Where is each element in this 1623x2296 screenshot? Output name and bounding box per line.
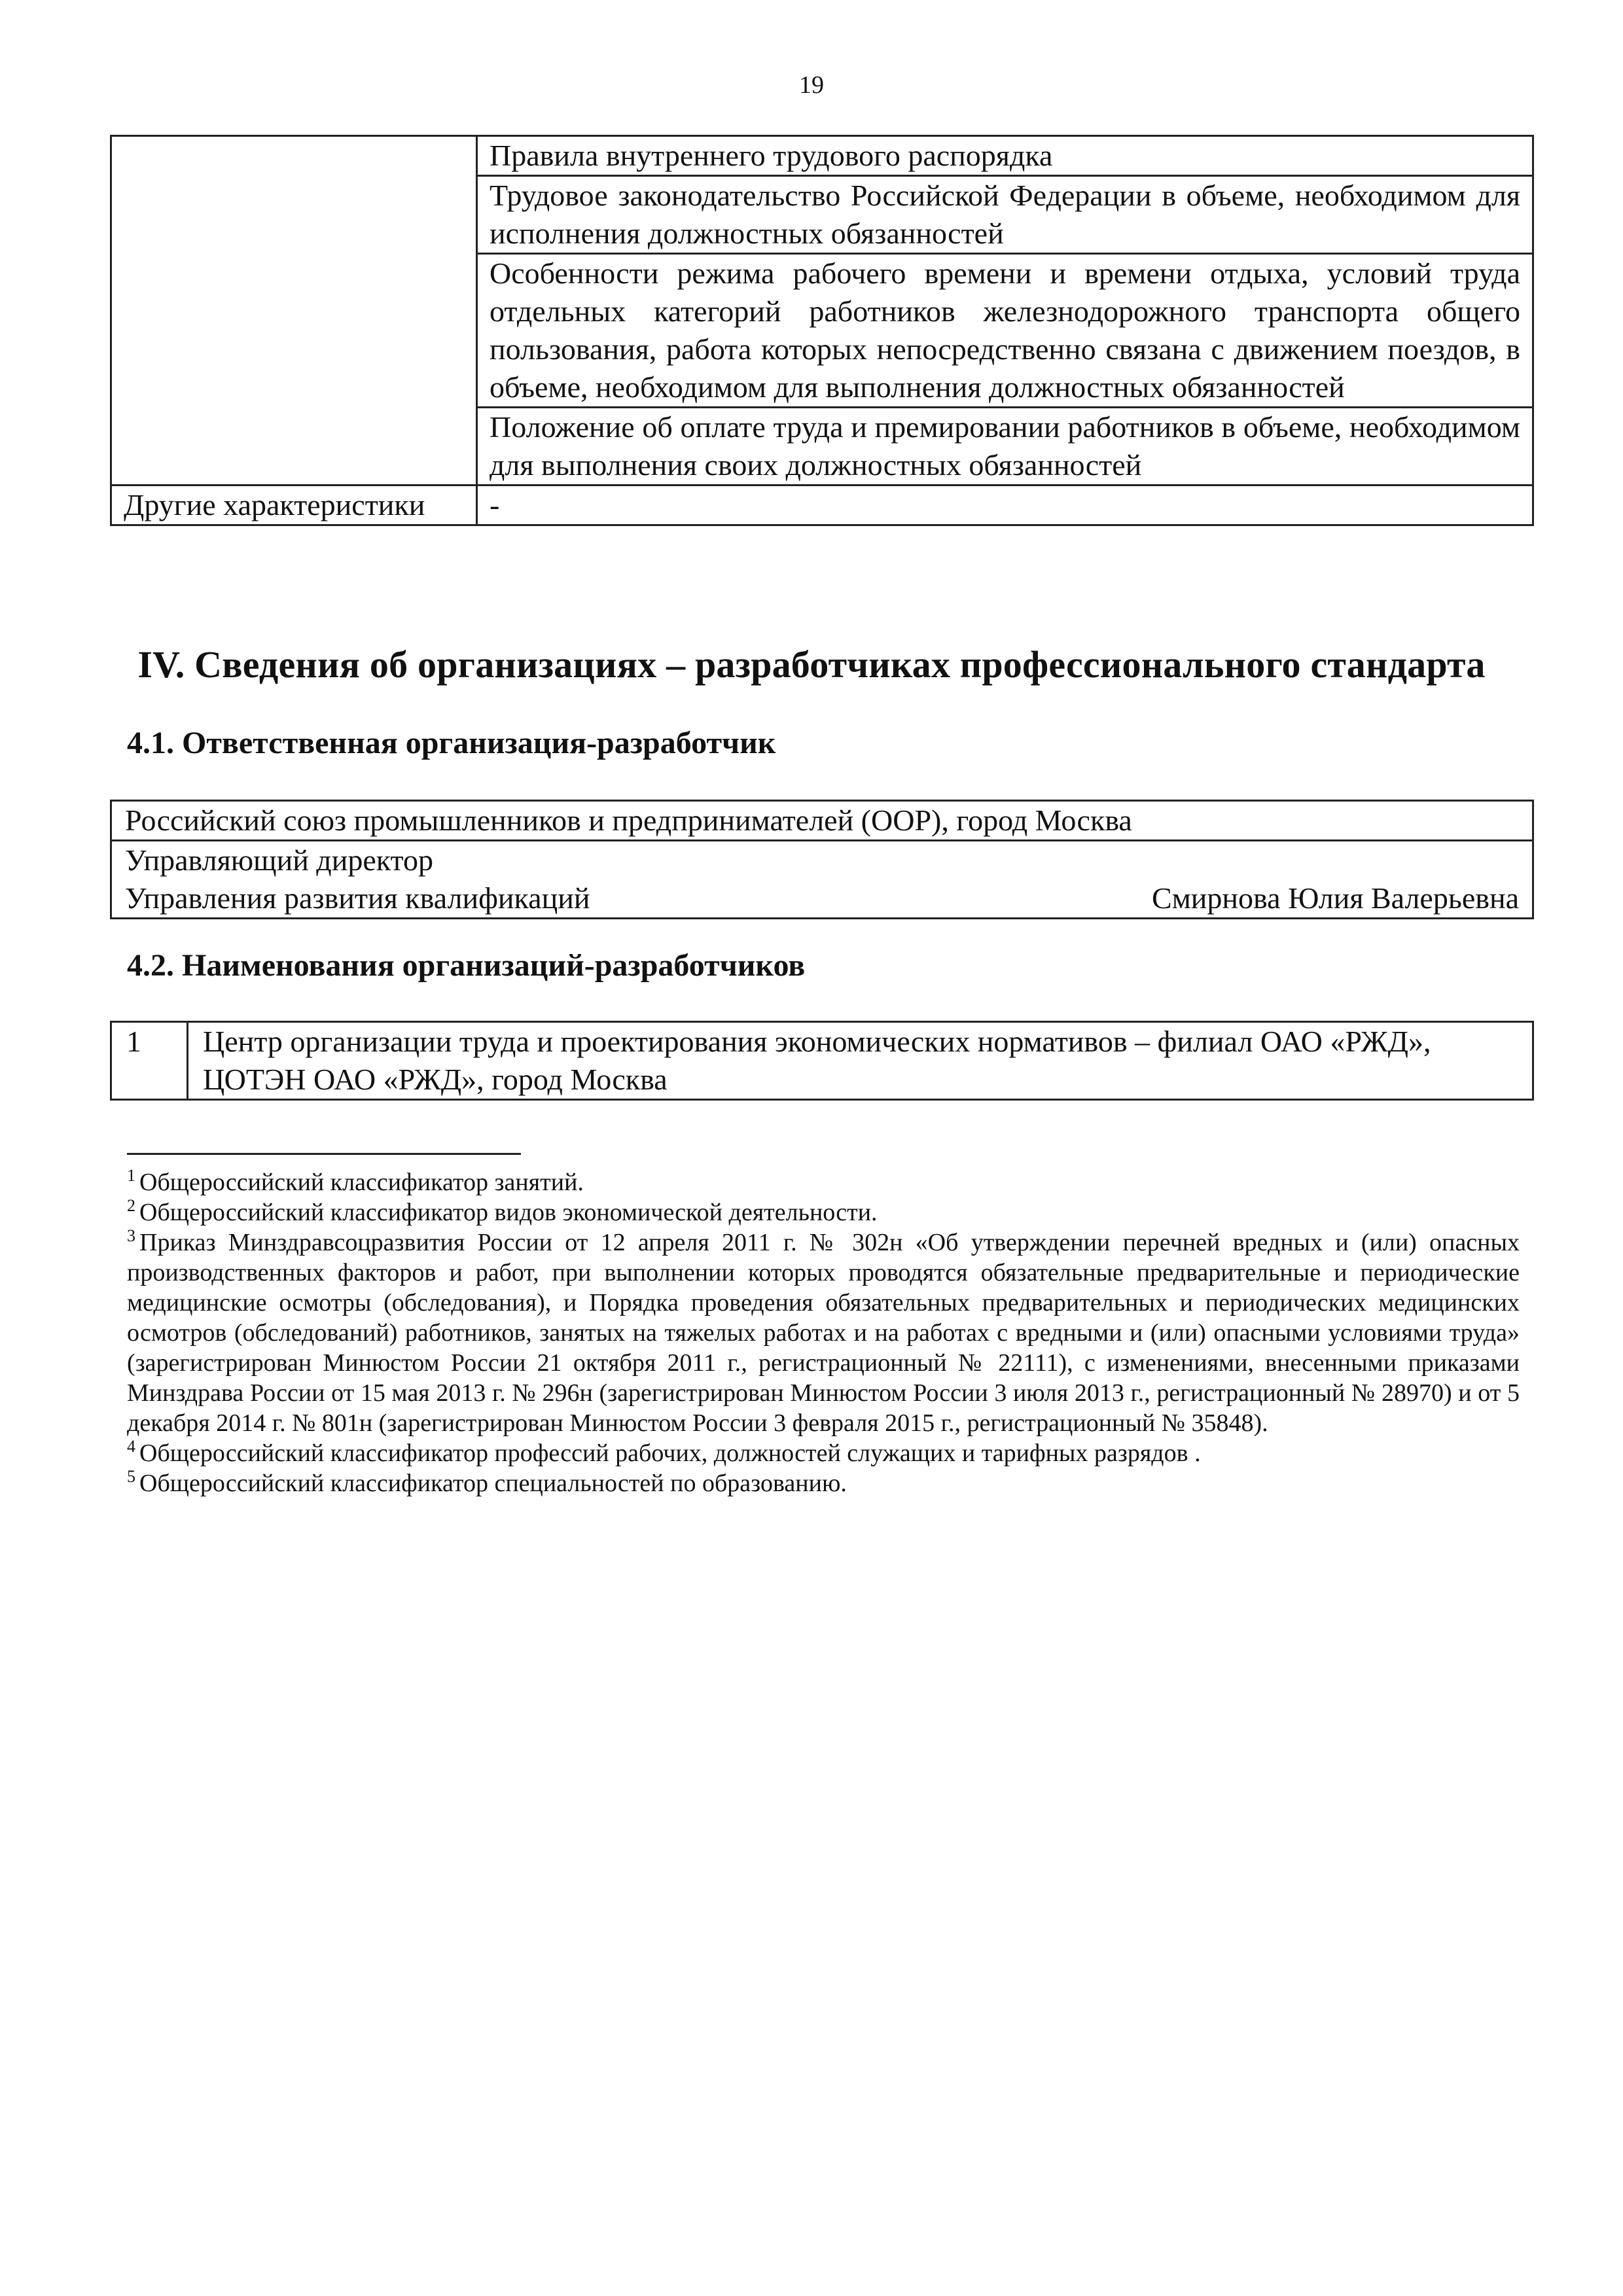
subsection-42-title: 4.2. Наименования организаций-разработчиков — [127, 948, 806, 983]
subsection-41-title: 4.1. Ответственная организация-разработчик — [127, 726, 776, 760]
table-row — [111, 176, 1533, 254]
footnote — [127, 1167, 1520, 1197]
footnote-text: Общероссийский классификатор занятий. — [139, 1169, 584, 1196]
org-name: Российский союз промышленников и предпринимателей (ООР), город Москва — [111, 801, 1533, 841]
knowledge-table — [110, 135, 1534, 526]
footnote-mark: 3 — [127, 1226, 135, 1246]
footnotes — [127, 1167, 1520, 1498]
knowledge-item: Трудовое законодательство Российской Федерации в объеме, необходимом для исполнения должностных обязанностей — [477, 176, 1533, 254]
developer-orgs-table — [110, 1021, 1534, 1101]
footnote-text: Общероссийский классификатор видов экономической деятельности. — [139, 1199, 878, 1226]
footnote-mark: 5 — [127, 1467, 135, 1487]
org-number: 1 — [111, 1022, 188, 1100]
knowledge-item: Правила внутреннего трудового распорядка — [477, 136, 1533, 176]
footnote-text: Приказ Минздравсоцразвития России от 12 апреля 2011 г. № 302н «Об утверждении перечней вредных и (или) опасных производственных факторов и работ, при выполнении которых проводятся обязательные предварительные и периодические медицинские осмотры (обследования), и Порядка проведения обязательных предварительных и периодических медицинских осмотров (обследований) работников, занятых на тяжелых работах и на работах с вредными и (или) опасными условиями труда» (зарегистрирован Минюстом России 21 октября 2011 г., регистрационный № 22111), с изменениями, внесенными приказами Минздрава России от 15 мая 2013 г. № 296н (зарегистрирован Минюстом России 3 июля 2013 г., регистрационный № 28970) и от 5 декабря 2014 г. № 801н (зарегистрирован Минюстом России 3 февраля 2015 г., регистрационный № 35848). — [127, 1229, 1520, 1437]
footnote — [127, 1227, 1520, 1438]
org-signatory-cell — [111, 841, 1533, 919]
footnote — [127, 1197, 1520, 1227]
table-row — [111, 136, 1533, 176]
responsible-org-table — [110, 800, 1534, 919]
empty-label-cell — [111, 408, 477, 486]
person-name: Смирнова Юлия Валерьевна — [1152, 881, 1519, 915]
empty-label-cell — [111, 136, 477, 176]
other-characteristics-value: - — [477, 486, 1533, 525]
footnote-divider — [127, 1153, 521, 1155]
footnote-mark: 2 — [127, 1196, 135, 1216]
table-row — [111, 486, 1533, 525]
table-row — [111, 408, 1533, 486]
other-characteristics-label: Другие характеристики — [111, 486, 477, 525]
table-row — [111, 254, 1533, 408]
empty-label-cell — [111, 176, 477, 254]
position-row — [125, 879, 1519, 917]
table-row — [111, 801, 1533, 841]
table-row — [111, 841, 1533, 919]
empty-label-cell — [111, 254, 477, 408]
footnote-mark: 1 — [127, 1166, 135, 1186]
position-line2: Управления развития квалификаций — [125, 881, 590, 915]
page-number: 19 — [799, 71, 824, 99]
knowledge-item: Положение об оплате труда и премировании работников в объеме, необходимом для выполнения своих должностных обязанностей — [477, 408, 1533, 486]
footnote-mark: 4 — [127, 1437, 135, 1457]
org-name: Центр организации труда и проектирования экономических нормативов – филиал ОАО «РЖД», ЦОТЭН ОАО «РЖД», город Москва — [188, 1022, 1533, 1100]
footnote — [127, 1468, 1520, 1498]
table-row — [111, 1022, 1533, 1100]
position-line1: Управляющий директор — [125, 843, 433, 877]
footnote-text: Общероссийский классификатор профессий рабочих, должностей служащих и тарифных разрядов . — [139, 1439, 1201, 1467]
footnote — [127, 1438, 1520, 1468]
section-title: IV. Сведения об организациях – разработчиках профессионального стандарта — [137, 643, 1486, 686]
knowledge-item: Особенности режима рабочего времени и времени отдыха, условий труда отдельных категорий работников железнодорожного транспорта общего пользования, работа которых непосредственно связана с движением поездов, в объеме, необходимом для выполнения должностных обязанностей — [477, 254, 1533, 408]
footnote-text: Общероссийский классификатор специальностей по образованию. — [139, 1470, 847, 1497]
